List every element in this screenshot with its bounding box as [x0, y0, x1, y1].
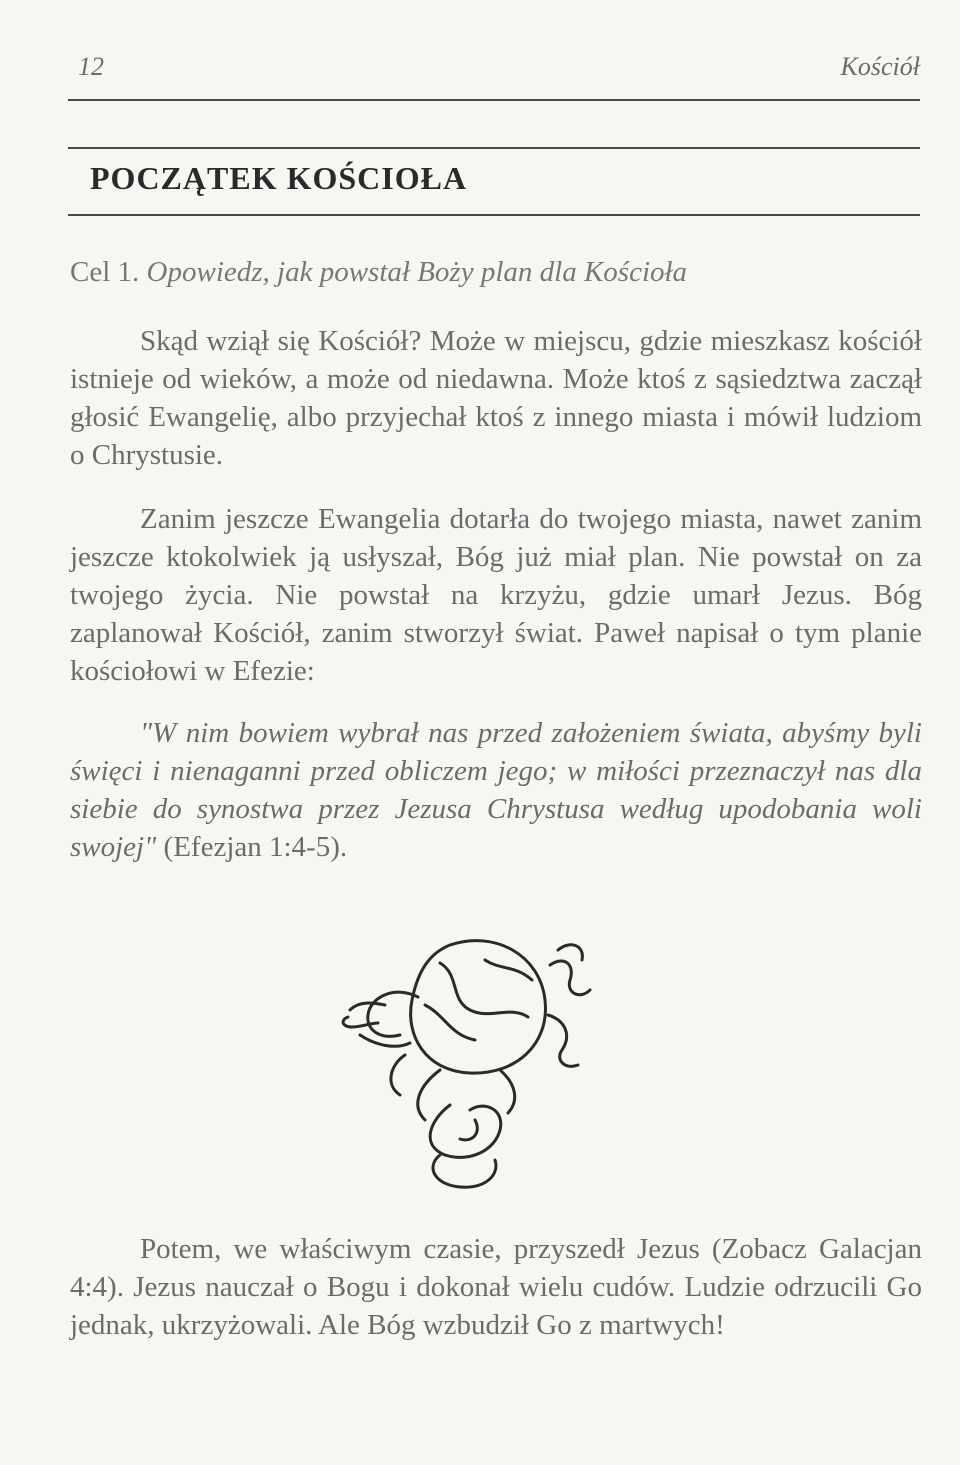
- objective: [70, 256, 920, 289]
- quote-text: "W nim bowiem wybrał nas przed założeniem świata, abyśmy byli święci i nienaganni przed obliczem jego; w miłości przeznaczył nas dla siebie do synostwa przez Jezusa Chrystusa według upodobania woli swojej": [70, 717, 922, 863]
- chapter-title: POCZĄTEK KOŚCIOŁA: [90, 160, 468, 196]
- paragraph-2: Zanim jeszcze Ewangelia dotarła do twojego miasta, nawet zanim jeszcze ktokolwiek ją usłyszał, Bóg już miał plan. Nie powstał on za twojego życia. Nie powstał na krzyżu, gdzie umarł Jezus. Bóg zaplanował Kościół, zanim stworzył świat. Paweł napisał o tym planie kościołowi w Efezie:: [70, 503, 922, 687]
- scripture-quote: [70, 714, 922, 866]
- objective-text: Opowiedz, jak powstał Boży plan dla Kościoła: [146, 256, 688, 288]
- header-rule: [68, 99, 920, 101]
- page-number: 12: [78, 52, 104, 81]
- quote-reference: (Efezjan 1:4-5).: [156, 831, 348, 863]
- objective-label: Cel 1.: [70, 256, 140, 288]
- paragraph-4: Potem, we właściwym czasie, przyszedł Jezus (Zobacz Galacjan 4:4). Jezus nauczał o Bogu i dokonał wielu cudów. Ludzie odrzucili Go jednak, ukrzyżowali. Ale Bóg wzbudził Go z martwych!: [70, 1233, 922, 1341]
- paragraph-1: Skąd wziął się Kościół? Może w miejscu, gdzie mieszkasz kościół istnieje od wieków, a może od niedawna. Może ktoś z sąsiedztwa zaczął głosić Ewangelię, albo przyjechał ktoś z innego miasta i mówił ludziom o Chrystusie.: [70, 325, 922, 471]
- title-top-rule: [68, 147, 920, 149]
- running-title: Kościół: [840, 52, 920, 81]
- globe-doodle-icon: [300, 905, 640, 1195]
- running-head: [78, 52, 920, 92]
- title-bottom-rule: [68, 214, 920, 216]
